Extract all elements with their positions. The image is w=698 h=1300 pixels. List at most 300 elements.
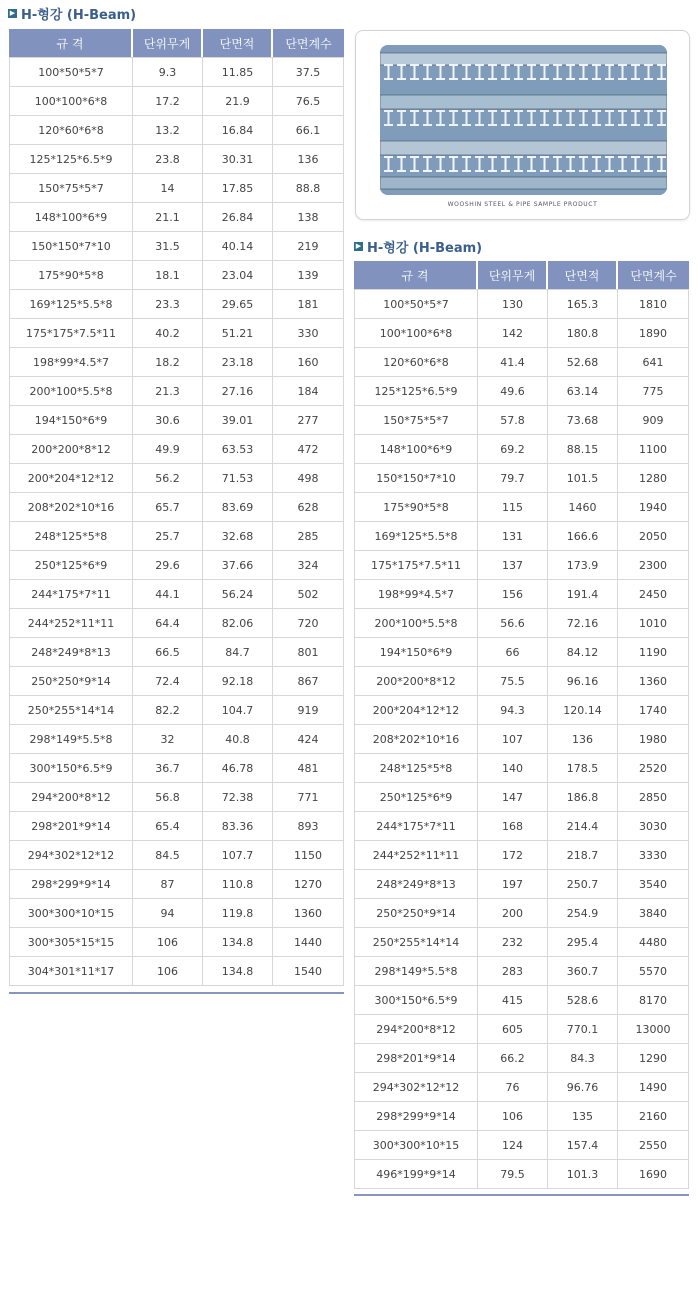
table-cell: 218.7 bbox=[548, 841, 618, 870]
table-cell: 72.4 bbox=[133, 667, 203, 696]
table-cell: 244*252*11*11 bbox=[354, 841, 478, 870]
table-cell: 3330 bbox=[618, 841, 689, 870]
table-cell: 300*305*15*15 bbox=[9, 928, 133, 957]
table-cell: 1150 bbox=[273, 841, 344, 870]
table-cell: 120*60*6*8 bbox=[9, 116, 133, 145]
table-cell: 250*255*14*14 bbox=[354, 928, 478, 957]
table-row bbox=[9, 261, 344, 290]
table-cell: 21.1 bbox=[133, 203, 203, 232]
table-row bbox=[354, 1044, 689, 1073]
table-row bbox=[354, 841, 689, 870]
table-cell: 2550 bbox=[618, 1131, 689, 1160]
table-cell: 198*99*4.5*7 bbox=[9, 348, 133, 377]
table-row bbox=[354, 870, 689, 899]
table-cell: 100*100*6*8 bbox=[354, 319, 478, 348]
table-cell: 3540 bbox=[618, 870, 689, 899]
table-cell: 191.4 bbox=[548, 580, 618, 609]
table-cell: 605 bbox=[478, 1015, 548, 1044]
table-row bbox=[354, 986, 689, 1015]
column-header: 단면계수 bbox=[273, 29, 344, 57]
table-row bbox=[354, 551, 689, 580]
table-cell: 32 bbox=[133, 725, 203, 754]
table-cell: 125*125*6.5*9 bbox=[354, 377, 478, 406]
table-cell: 131 bbox=[478, 522, 548, 551]
left-section-title bbox=[8, 3, 136, 23]
table-cell: 248*125*5*8 bbox=[354, 754, 478, 783]
table-cell: 76 bbox=[478, 1073, 548, 1102]
table-row bbox=[354, 725, 689, 754]
table-row bbox=[9, 493, 344, 522]
table-row bbox=[9, 638, 344, 667]
table-cell: 65.4 bbox=[133, 812, 203, 841]
table-cell: 200*200*8*12 bbox=[354, 667, 478, 696]
table-row bbox=[9, 406, 344, 435]
table-cell: 8170 bbox=[618, 986, 689, 1015]
table-cell: 17.2 bbox=[133, 87, 203, 116]
table-cell: 250*255*14*14 bbox=[9, 696, 133, 725]
table-cell: 148*100*6*9 bbox=[9, 203, 133, 232]
table-cell: 29.65 bbox=[203, 290, 273, 319]
table-cell: 148*100*6*9 bbox=[354, 435, 478, 464]
table-cell: 197 bbox=[478, 870, 548, 899]
left-table-bottom-line bbox=[9, 992, 344, 994]
column-header: 단면계수 bbox=[618, 261, 689, 289]
table-cell: 294*302*12*12 bbox=[9, 841, 133, 870]
table-cell: 56.24 bbox=[203, 580, 273, 609]
table-cell: 283 bbox=[478, 957, 548, 986]
table-cell: 1290 bbox=[618, 1044, 689, 1073]
table-cell: 56.2 bbox=[133, 464, 203, 493]
table-cell: 244*175*7*11 bbox=[354, 812, 478, 841]
table-cell: 481 bbox=[273, 754, 344, 783]
table-row bbox=[9, 203, 344, 232]
bullet-arrow-icon: ▶ bbox=[355, 241, 362, 250]
table-cell: 300*300*10*15 bbox=[9, 899, 133, 928]
table-cell: 134.8 bbox=[203, 957, 273, 986]
table-row bbox=[354, 899, 689, 928]
table-cell: 17.85 bbox=[203, 174, 273, 203]
column-header: 단위무게 bbox=[478, 261, 548, 289]
table-cell: 2450 bbox=[618, 580, 689, 609]
table-cell: 232 bbox=[478, 928, 548, 957]
table-cell: 298*149*5.5*8 bbox=[354, 957, 478, 986]
table-row bbox=[9, 290, 344, 319]
table-cell: 72.16 bbox=[548, 609, 618, 638]
table-cell: 298*149*5.5*8 bbox=[9, 725, 133, 754]
table-cell: 175*90*5*8 bbox=[9, 261, 133, 290]
table-cell: 101.3 bbox=[548, 1160, 618, 1189]
table-cell: 83.36 bbox=[203, 812, 273, 841]
table-cell: 184 bbox=[273, 377, 344, 406]
table-cell: 139 bbox=[273, 261, 344, 290]
table-cell: 250*125*6*9 bbox=[354, 783, 478, 812]
table-cell: 250*125*6*9 bbox=[9, 551, 133, 580]
table-cell: 87 bbox=[133, 870, 203, 899]
table-cell: 166.6 bbox=[548, 522, 618, 551]
table-cell: 30.6 bbox=[133, 406, 203, 435]
right-title-text: H-형강 (H-Beam) bbox=[367, 240, 483, 256]
table-cell: 83.69 bbox=[203, 493, 273, 522]
table-cell: 169*125*5.5*8 bbox=[9, 290, 133, 319]
table-row bbox=[9, 57, 344, 87]
table-cell: 150*75*5*7 bbox=[354, 406, 478, 435]
table-cell: 244*252*11*11 bbox=[9, 609, 133, 638]
table-cell: 150*75*5*7 bbox=[9, 174, 133, 203]
table-cell: 79.5 bbox=[478, 1160, 548, 1189]
table-cell: 63.53 bbox=[203, 435, 273, 464]
table-cell: 248*249*8*13 bbox=[354, 870, 478, 899]
bullet-arrow-icon: ▶ bbox=[9, 8, 16, 17]
table-cell: 37.5 bbox=[273, 57, 344, 87]
table-cell: 628 bbox=[273, 493, 344, 522]
table-cell: 498 bbox=[273, 464, 344, 493]
table-cell: 46.78 bbox=[203, 754, 273, 783]
table-row bbox=[354, 609, 689, 638]
table-header-row bbox=[354, 261, 689, 289]
table-cell: 49.6 bbox=[478, 377, 548, 406]
table-cell: 248*249*8*13 bbox=[9, 638, 133, 667]
table-cell: 248*125*5*8 bbox=[9, 522, 133, 551]
table-cell: 82.06 bbox=[203, 609, 273, 638]
product-photo-frame bbox=[355, 30, 690, 220]
table-cell: 250.7 bbox=[548, 870, 618, 899]
table-row bbox=[354, 667, 689, 696]
table-row bbox=[354, 435, 689, 464]
table-row bbox=[9, 899, 344, 928]
table-cell: 909 bbox=[618, 406, 689, 435]
table-cell: 1360 bbox=[273, 899, 344, 928]
table-cell: 40.2 bbox=[133, 319, 203, 348]
table-cell: 84.12 bbox=[548, 638, 618, 667]
table-row bbox=[354, 783, 689, 812]
table-cell: 115 bbox=[478, 493, 548, 522]
table-cell: 1690 bbox=[618, 1160, 689, 1189]
table-cell: 66 bbox=[478, 638, 548, 667]
table-row bbox=[354, 319, 689, 348]
table-row bbox=[354, 928, 689, 957]
table-cell: 36.7 bbox=[133, 754, 203, 783]
table-cell: 96.76 bbox=[548, 1073, 618, 1102]
table-cell: 73.68 bbox=[548, 406, 618, 435]
table-cell: 130 bbox=[478, 289, 548, 319]
table-cell: 39.01 bbox=[203, 406, 273, 435]
table-row bbox=[354, 1015, 689, 1044]
table-cell: 21.3 bbox=[133, 377, 203, 406]
column-header: 규 격 bbox=[9, 29, 133, 57]
table-cell: 120*60*6*8 bbox=[354, 348, 478, 377]
table-cell: 1940 bbox=[618, 493, 689, 522]
right-section-title bbox=[354, 236, 482, 256]
table-cell: 180.8 bbox=[548, 319, 618, 348]
table-cell: 1460 bbox=[548, 493, 618, 522]
table-cell: 23.04 bbox=[203, 261, 273, 290]
table-cell: 79.7 bbox=[478, 464, 548, 493]
table-cell: 775 bbox=[618, 377, 689, 406]
table-cell: 23.18 bbox=[203, 348, 273, 377]
table-row bbox=[9, 783, 344, 812]
table-cell: 175*175*7.5*11 bbox=[354, 551, 478, 580]
product-photo bbox=[380, 45, 667, 195]
table-row bbox=[9, 232, 344, 261]
table-cell: 771 bbox=[273, 783, 344, 812]
table-cell: 502 bbox=[273, 580, 344, 609]
table-cell: 1360 bbox=[618, 667, 689, 696]
table-cell: 18.2 bbox=[133, 348, 203, 377]
table-cell: 214.4 bbox=[548, 812, 618, 841]
table-cell: 2160 bbox=[618, 1102, 689, 1131]
table-cell: 770.1 bbox=[548, 1015, 618, 1044]
table-row bbox=[354, 638, 689, 667]
table-header-row bbox=[9, 29, 344, 57]
table-row bbox=[9, 377, 344, 406]
table-row bbox=[9, 957, 344, 986]
table-cell: 63.14 bbox=[548, 377, 618, 406]
table-row bbox=[354, 1131, 689, 1160]
table-row bbox=[354, 580, 689, 609]
table-cell: 21.9 bbox=[203, 87, 273, 116]
table-cell: 169*125*5.5*8 bbox=[354, 522, 478, 551]
table-cell: 107.7 bbox=[203, 841, 273, 870]
table-cell: 175*175*7.5*11 bbox=[9, 319, 133, 348]
left-title-text: H-형강 (H-Beam) bbox=[21, 7, 137, 23]
table-cell: 200 bbox=[478, 899, 548, 928]
table-cell: 37.66 bbox=[203, 551, 273, 580]
table-cell: 1280 bbox=[618, 464, 689, 493]
table-cell: 106 bbox=[133, 928, 203, 957]
table-cell: 16.84 bbox=[203, 116, 273, 145]
table-cell: 156 bbox=[478, 580, 548, 609]
table-cell: 250*250*9*14 bbox=[9, 667, 133, 696]
table-cell: 294*200*8*12 bbox=[354, 1015, 478, 1044]
table-cell: 150*150*7*10 bbox=[354, 464, 478, 493]
table-cell: 14 bbox=[133, 174, 203, 203]
table-row bbox=[354, 754, 689, 783]
table-cell: 424 bbox=[273, 725, 344, 754]
table-row bbox=[9, 812, 344, 841]
table-cell: 1540 bbox=[273, 957, 344, 986]
table-row bbox=[354, 957, 689, 986]
table-cell: 29.6 bbox=[133, 551, 203, 580]
table-cell: 94.3 bbox=[478, 696, 548, 725]
table-row bbox=[354, 406, 689, 435]
table-cell: 200*204*12*12 bbox=[354, 696, 478, 725]
table-cell: 84.7 bbox=[203, 638, 273, 667]
table-cell: 13.2 bbox=[133, 116, 203, 145]
table-cell: 100*50*5*7 bbox=[9, 57, 133, 87]
table-cell: 219 bbox=[273, 232, 344, 261]
table-cell: 300*150*6.5*9 bbox=[9, 754, 133, 783]
table-row bbox=[354, 464, 689, 493]
table-cell: 294*200*8*12 bbox=[9, 783, 133, 812]
table-cell: 298*299*9*14 bbox=[354, 1102, 478, 1131]
table-cell: 5570 bbox=[618, 957, 689, 986]
table-cell: 66.5 bbox=[133, 638, 203, 667]
photo-caption: WOOSHIN STEEL & PIPE SAMPLE PRODUCT bbox=[447, 201, 598, 208]
table-cell: 150*150*7*10 bbox=[9, 232, 133, 261]
table-cell: 30.31 bbox=[203, 145, 273, 174]
table-cell: 25.7 bbox=[133, 522, 203, 551]
table-cell: 76.5 bbox=[273, 87, 344, 116]
table-cell: 1810 bbox=[618, 289, 689, 319]
table-cell: 27.16 bbox=[203, 377, 273, 406]
table-row bbox=[9, 609, 344, 638]
column-header: 단면적 bbox=[548, 261, 618, 289]
table-cell: 194*150*6*9 bbox=[354, 638, 478, 667]
table-row bbox=[9, 319, 344, 348]
table-cell: 104.7 bbox=[203, 696, 273, 725]
table-row bbox=[9, 696, 344, 725]
table-cell: 208*202*10*16 bbox=[9, 493, 133, 522]
table-row bbox=[9, 841, 344, 870]
table-row bbox=[9, 464, 344, 493]
table-cell: 18.1 bbox=[133, 261, 203, 290]
table-cell: 200*100*5.5*8 bbox=[354, 609, 478, 638]
table-cell: 2300 bbox=[618, 551, 689, 580]
table-cell: 88.8 bbox=[273, 174, 344, 203]
table-cell: 23.3 bbox=[133, 290, 203, 319]
table-cell: 31.5 bbox=[133, 232, 203, 261]
table-cell: 472 bbox=[273, 435, 344, 464]
table-cell: 2520 bbox=[618, 754, 689, 783]
table-cell: 285 bbox=[273, 522, 344, 551]
table-cell: 69.2 bbox=[478, 435, 548, 464]
table-cell: 181 bbox=[273, 290, 344, 319]
table-cell: 1100 bbox=[618, 435, 689, 464]
table-row bbox=[9, 551, 344, 580]
table-cell: 330 bbox=[273, 319, 344, 348]
table-row bbox=[9, 754, 344, 783]
table-cell: 44.1 bbox=[133, 580, 203, 609]
table-cell: 41.4 bbox=[478, 348, 548, 377]
table-cell: 893 bbox=[273, 812, 344, 841]
table-cell: 1980 bbox=[618, 725, 689, 754]
table-cell: 300*150*6.5*9 bbox=[354, 986, 478, 1015]
table-cell: 66.2 bbox=[478, 1044, 548, 1073]
table-cell: 9.3 bbox=[133, 57, 203, 87]
table-cell: 71.53 bbox=[203, 464, 273, 493]
table-cell: 101.5 bbox=[548, 464, 618, 493]
column-header: 단위무게 bbox=[133, 29, 203, 57]
table-row bbox=[354, 348, 689, 377]
table-row bbox=[354, 522, 689, 551]
h-beam-stack-image bbox=[380, 45, 667, 195]
table-cell: 175*90*5*8 bbox=[354, 493, 478, 522]
table-row bbox=[9, 348, 344, 377]
left-spec-table bbox=[9, 29, 344, 986]
table-row bbox=[9, 145, 344, 174]
table-cell: 88.15 bbox=[548, 435, 618, 464]
table-cell: 160 bbox=[273, 348, 344, 377]
table-row bbox=[9, 725, 344, 754]
table-cell: 75.5 bbox=[478, 667, 548, 696]
table-cell: 136 bbox=[273, 145, 344, 174]
table-row bbox=[354, 377, 689, 406]
table-row bbox=[9, 580, 344, 609]
table-cell: 72.38 bbox=[203, 783, 273, 812]
column-header: 단면적 bbox=[203, 29, 273, 57]
table-cell: 1270 bbox=[273, 870, 344, 899]
table-cell: 96.16 bbox=[548, 667, 618, 696]
table-row bbox=[9, 870, 344, 899]
table-cell: 2850 bbox=[618, 783, 689, 812]
table-cell: 3030 bbox=[618, 812, 689, 841]
table-cell: 919 bbox=[273, 696, 344, 725]
table-cell: 295.4 bbox=[548, 928, 618, 957]
table-row bbox=[354, 1102, 689, 1131]
table-cell: 496*199*9*14 bbox=[354, 1160, 478, 1189]
table-cell: 120.14 bbox=[548, 696, 618, 725]
table-cell: 172 bbox=[478, 841, 548, 870]
table-cell: 124 bbox=[478, 1131, 548, 1160]
table-cell: 277 bbox=[273, 406, 344, 435]
table-cell: 294*302*12*12 bbox=[354, 1073, 478, 1102]
table-cell: 49.9 bbox=[133, 435, 203, 464]
table-cell: 178.5 bbox=[548, 754, 618, 783]
table-row bbox=[9, 667, 344, 696]
table-cell: 40.14 bbox=[203, 232, 273, 261]
table-cell: 2050 bbox=[618, 522, 689, 551]
table-cell: 142 bbox=[478, 319, 548, 348]
table-cell: 106 bbox=[133, 957, 203, 986]
table-cell: 415 bbox=[478, 986, 548, 1015]
table-cell: 194*150*6*9 bbox=[9, 406, 133, 435]
table-cell: 157.4 bbox=[548, 1131, 618, 1160]
right-spec-table bbox=[354, 261, 689, 1189]
table-cell: 65.7 bbox=[133, 493, 203, 522]
table-cell: 84.5 bbox=[133, 841, 203, 870]
table-row bbox=[9, 174, 344, 203]
table-cell: 165.3 bbox=[548, 289, 618, 319]
table-cell: 641 bbox=[618, 348, 689, 377]
table-cell: 1490 bbox=[618, 1073, 689, 1102]
table-cell: 56.8 bbox=[133, 783, 203, 812]
table-cell: 1190 bbox=[618, 638, 689, 667]
table-cell: 4480 bbox=[618, 928, 689, 957]
table-cell: 720 bbox=[273, 609, 344, 638]
table-cell: 1740 bbox=[618, 696, 689, 725]
table-cell: 300*300*10*15 bbox=[354, 1131, 478, 1160]
table-cell: 168 bbox=[478, 812, 548, 841]
table-row bbox=[9, 116, 344, 145]
table-cell: 13000 bbox=[618, 1015, 689, 1044]
table-row bbox=[354, 1073, 689, 1102]
table-cell: 66.1 bbox=[273, 116, 344, 145]
table-cell: 1010 bbox=[618, 609, 689, 638]
column-header: 규 격 bbox=[354, 261, 478, 289]
right-table-bottom-line bbox=[354, 1194, 689, 1196]
table-row bbox=[9, 87, 344, 116]
table-cell: 64.4 bbox=[133, 609, 203, 638]
table-cell: 92.18 bbox=[203, 667, 273, 696]
table-cell: 250*250*9*14 bbox=[354, 899, 478, 928]
table-cell: 208*202*10*16 bbox=[354, 725, 478, 754]
table-cell: 1890 bbox=[618, 319, 689, 348]
table-cell: 200*204*12*12 bbox=[9, 464, 133, 493]
table-cell: 110.8 bbox=[203, 870, 273, 899]
table-cell: 40.8 bbox=[203, 725, 273, 754]
table-cell: 200*200*8*12 bbox=[9, 435, 133, 464]
table-cell: 200*100*5.5*8 bbox=[9, 377, 133, 406]
table-row bbox=[354, 812, 689, 841]
table-cell: 173.9 bbox=[548, 551, 618, 580]
table-cell: 134.8 bbox=[203, 928, 273, 957]
table-row bbox=[354, 289, 689, 319]
table-cell: 107 bbox=[478, 725, 548, 754]
table-cell: 147 bbox=[478, 783, 548, 812]
table-cell: 51.21 bbox=[203, 319, 273, 348]
table-cell: 32.68 bbox=[203, 522, 273, 551]
table-cell: 867 bbox=[273, 667, 344, 696]
